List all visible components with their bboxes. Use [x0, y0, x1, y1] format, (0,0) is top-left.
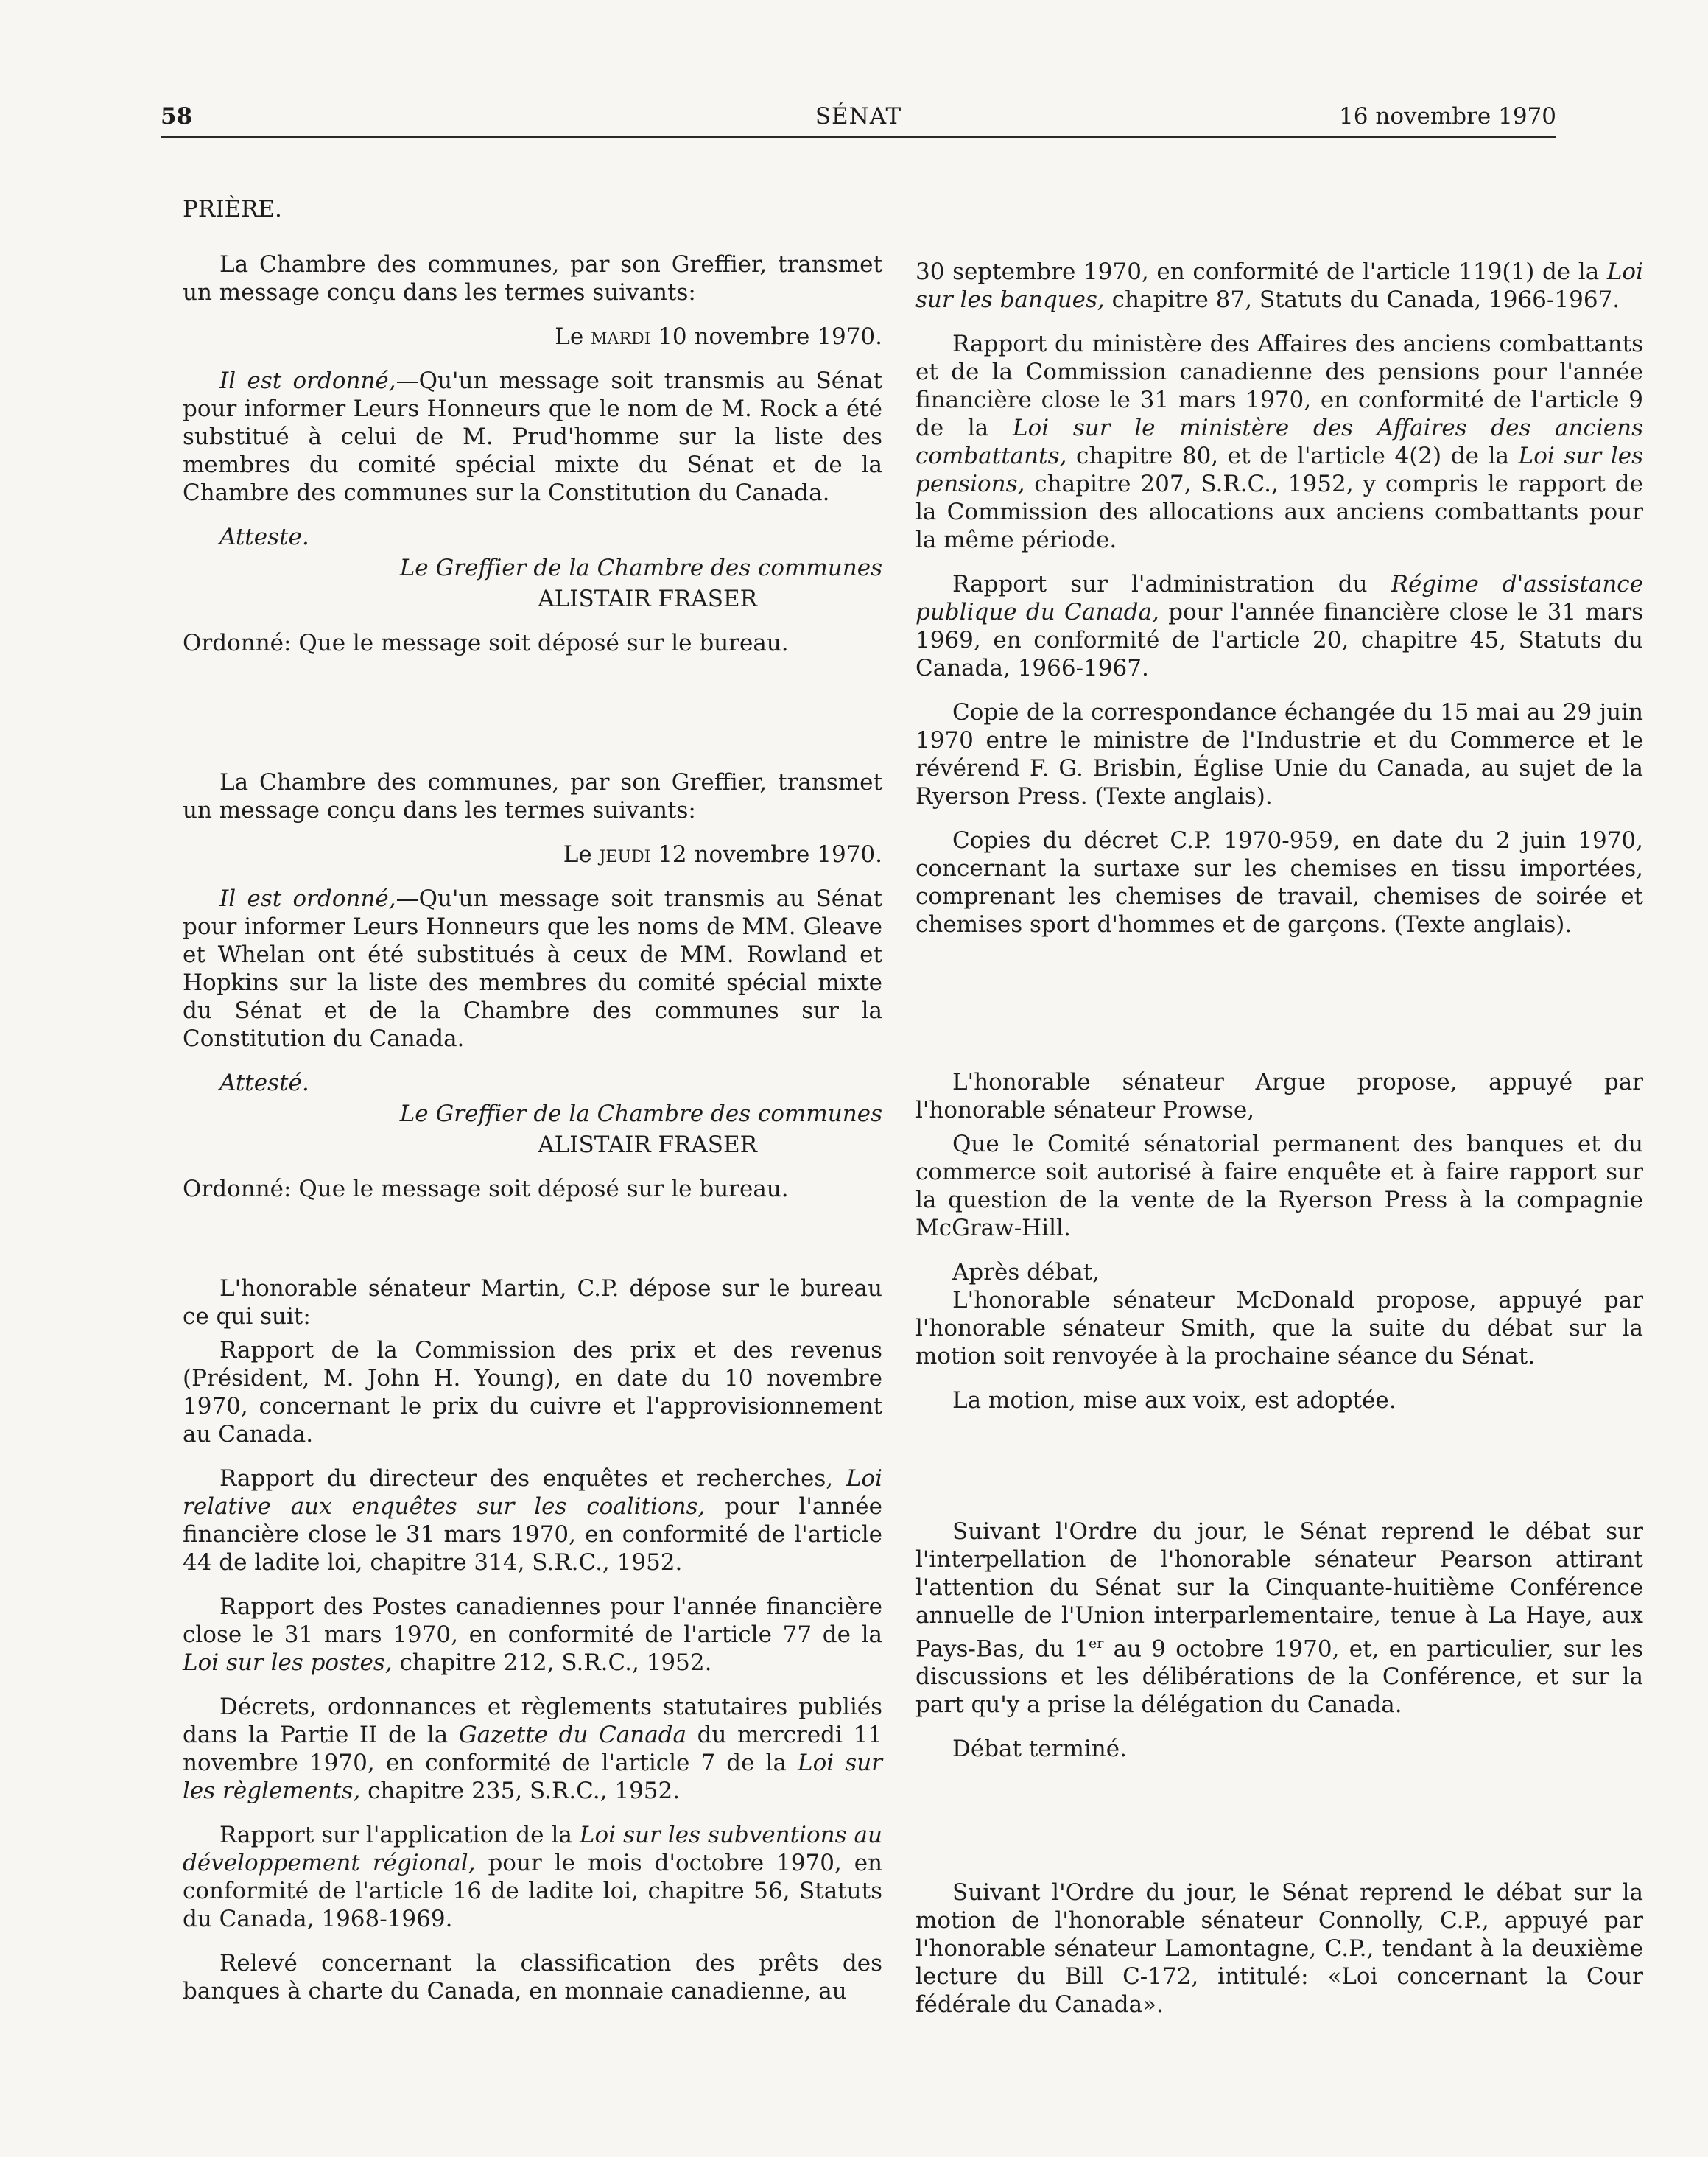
- message-2: [183, 768, 882, 1219]
- report-7-text-b: chapitre 80, et de l'article 4(2) de la: [1066, 443, 1519, 469]
- report-3-law-title: Loi sur les postes,: [183, 1649, 393, 1676]
- order-1-text-b: au 9 octobre 1970, et, en particulier, sur les discussions et les délibérations de la Conférence, et sur la part qu'y a prise la délégation du Canada.: [915, 1635, 1643, 1719]
- message-1-date-pre: Le: [555, 323, 591, 350]
- message-2-order: Ordonné: Que le message soit déposé sur le bureau.: [183, 1176, 789, 1202]
- order-1-text-a: Suivant l'Ordre du jour, le Sénat reprend le débat sur l'interpellation de l'honorable sénateur Pearson attirant l'attention du Sénat sur la Cinquante-huitième Conférence annuelle de l'Union interparlementaire, tenue à La Haye, aux Pays-Bas, du 1: [915, 1518, 1643, 1663]
- message-2-date: [183, 841, 882, 869]
- report-3-text-b: chapitre 212, S.R.C., 1952.: [392, 1649, 712, 1676]
- report-7-text-a: Rapport du ministère des Affaires des anciens combattants et de la Commission canadienne des pensions pour l'année financière close le 31 mars 1970, en conformité de l'article 9 de la: [915, 331, 1643, 441]
- tabled-documents: [183, 1274, 882, 2021]
- report-5-text-a: Rapport sur l'application de la: [219, 1822, 580, 1848]
- message-1-date: [183, 323, 882, 351]
- order-1-superscript: er: [1088, 1635, 1104, 1652]
- report-7: [915, 330, 1643, 554]
- report-6-continued: [915, 258, 1643, 314]
- page-header: [161, 103, 1556, 138]
- report-4-law-title: Loi sur les règlements,: [183, 1750, 882, 1804]
- report-2-text-a: Rapport du directeur des enquêtes et recherches,: [219, 1465, 846, 1492]
- message-2-intro: La Chambre des communes, par son Greffier, transmet un message conçu dans les termes suivants:: [183, 769, 882, 824]
- report-4: [183, 1693, 882, 1805]
- motion-adopted: La motion, mise aux voix, est adoptée.: [952, 1387, 1396, 1414]
- report-5: [183, 1821, 882, 1933]
- report-3: [183, 1593, 882, 1677]
- running-title: SÉNAT: [815, 103, 902, 130]
- report-7-text-c: chapitre 207, S.R.C., 1952, y compris le rapport de la Commission des allocations aux anciens combattants pour la même période.: [915, 471, 1643, 553]
- report-6-cont-text-b: chapitre 87, Statuts du Canada, 1966-1967.: [1104, 287, 1620, 313]
- report-10: Copies du décret C.P. 1970-959, en date du 2 juin 1970, concernant la surtaxe sur les chemises en tissu importées, comprenant les chemises de travail, chemises de soirée et chemises sport d'hommes et de garçons. (Texte anglais).: [915, 827, 1643, 938]
- report-4-text-b: du mercredi 11 novembre 1970, en conformité de l'article 7 de la: [183, 1722, 882, 1776]
- message-1-signature-name: ALISTAIR FRASER: [538, 586, 757, 612]
- report-7-law-title-2: Loi sur les pensions,: [915, 443, 1644, 497]
- message-1-order: Ordonné: Que le message soit déposé sur le bureau.: [183, 630, 789, 656]
- message-1-body-text: —Qu'un message soit transmis au Sénat pour informer Leurs Honneurs que le nom de M. Rock a été substitué à celui de M. Prud'homme sur la liste des membres du comité spécial mixte du Sénat et de la Chambre des communes sur la Constitution du Canada.: [183, 368, 882, 506]
- message-2-body: [183, 885, 882, 1053]
- message-1-body: [183, 367, 882, 507]
- report-4-gazette-title: Gazette du Canada: [458, 1722, 687, 1748]
- message-2-date-pre: Le: [563, 841, 600, 868]
- order-of-day-2: [915, 1879, 1643, 2035]
- message-1: [183, 250, 882, 673]
- motion-body: Que le Comité sénatorial permanent des banques et du commerce soit autorisé à faire enquête et à faire rapport sur la question de la vente de la Ryerson Press à la compagnie McGraw-Hill.: [915, 1131, 1643, 1241]
- order-2-text: Suivant l'Ordre du jour, le Sénat reprend le débat sur la motion de l'honorable sénateur Connolly, C.P., appuyé par l'honorable sénateur Lamontagne, C.P., tendant à la deuxième lecture du Bill C-172, intitulé: «Loi concernant la Cour fédérale du Canada».: [915, 1879, 1643, 2018]
- header-date: 16 novembre 1970: [1339, 103, 1556, 130]
- report-6-law-title: Loi sur les banques,: [915, 259, 1643, 313]
- motion-section: [915, 1068, 1643, 1431]
- message-1-ordered-label: Il est ordonné,: [219, 368, 396, 394]
- report-6: Relevé concernant la classification des prêts des banques à charte du Canada, en monnaie canadienne, au: [183, 1950, 882, 2005]
- report-5-text-b: pour le mois d'octobre 1970, en conformité de l'article 16 de ladite loi, chapitre 56, Statuts du Canada, 1968-1969.: [183, 1850, 883, 1932]
- report-1: Rapport de la Commission des prix et des revenus (Président, M. John H. Young), en date du 10 novembre 1970, concernant le prix du cuivre et l'approvisionnement au Canada.: [183, 1337, 882, 1448]
- report-7-law-title-1: Loi sur le ministère des Affaires des anciens combattants,: [915, 415, 1644, 469]
- message-2-date-post: 12 novembre 1970.: [650, 841, 882, 868]
- tabled-intro: L'honorable sénateur Martin, C.P. dépose sur le bureau ce qui suit:: [183, 1275, 882, 1330]
- message-1-intro: La Chambre des communes, par son Greffier, transmet un message conçu dans les termes suivants:: [183, 251, 882, 306]
- report-4-text-a: Décrets, ordonnances et règlements statutaires publiés dans la Partie II de la: [183, 1694, 882, 1748]
- message-1-attest: Atteste.: [219, 524, 309, 550]
- message-2-signature-title: Le Greffier de la Chambre des communes: [399, 1101, 882, 1127]
- report-8-text-a: Rapport sur l'administration du: [952, 571, 1391, 597]
- message-1-signature-title: Le Greffier de la Chambre des communes: [399, 555, 882, 581]
- message-2-body-text: —Qu'un message soit transmis au Sénat pour informer Leurs Honneurs que les noms de MM. Gleave et Whelan ont été substitués à ceux de MM. Rowland et Hopkins sur la liste des membres du comité spécial mixte du Sénat et de la Chambre des communes sur la Constitution du Canada.: [183, 885, 882, 1052]
- motion-intro: L'honorable sénateur Argue propose, appuyé par l'honorable sénateur Prowse,: [915, 1069, 1643, 1123]
- prayer-heading: PRIÈRE.: [183, 196, 282, 222]
- message-2-ordered-label: Il est ordonné,: [219, 885, 396, 912]
- report-2: [183, 1465, 882, 1576]
- order-1-text: [915, 1518, 1643, 1719]
- report-8: [915, 570, 1643, 682]
- report-8-program-title: Régime d'assistance publique du Canada,: [915, 571, 1643, 625]
- message-2-signature-name: ALISTAIR FRASER: [538, 1132, 757, 1158]
- debate-ended: Débat terminé.: [952, 1736, 1127, 1763]
- report-5-law-title: Loi sur les subventions au développement régional,: [183, 1822, 882, 1876]
- message-1-date-day: mardi: [591, 323, 651, 350]
- message-1-date-post: 10 novembre 1970.: [650, 323, 882, 350]
- report-4-text-c: chapitre 235, S.R.C., 1952.: [360, 1778, 681, 1804]
- message-2-attest: Attesté.: [219, 1070, 309, 1096]
- order-of-day-1: [915, 1518, 1643, 1779]
- page-number: 58: [161, 103, 193, 130]
- report-2-text-b: pour l'année financière close le 31 mars 1970, en conformité de l'article 44 de ladite loi, chapitre 314, S.R.C., 1952.: [183, 1493, 882, 1576]
- after-debate: Après débat,: [952, 1259, 1100, 1286]
- report-9: Copie de la correspondance échangée du 15 mai au 29 juin 1970 entre le ministre de l'Industrie et du Commerce et le révérend F. G. Brisbin, Église Unie du Canada, au sujet de la Ryerson Press. (Texte anglais).: [915, 699, 1643, 810]
- report-2-law-title: Loi relative aux enquêtes sur les coalitions,: [183, 1465, 882, 1520]
- mcdonald-motion: L'honorable sénateur McDonald propose, appuyé par l'honorable sénateur Smith, que la suite du débat sur la motion soit renvoyée à la prochaine séance du Sénat.: [915, 1287, 1643, 1369]
- report-3-text-a: Rapport des Postes canadiennes pour l'année financière close le 31 mars 1970, en conformité de l'article 77 de la: [183, 1593, 882, 1648]
- message-2-date-day: jeudi: [599, 841, 651, 868]
- report-8-text-b: pour l'année financière close le 31 mars 1969, en conformité de l'article 20, chapitre 45, Statuts du Canada, 1966-1967.: [915, 599, 1644, 681]
- right-reports: [915, 258, 1643, 955]
- report-6-cont-text-a: 30 septembre 1970, en conformité de l'article 119(1) de la: [915, 259, 1607, 285]
